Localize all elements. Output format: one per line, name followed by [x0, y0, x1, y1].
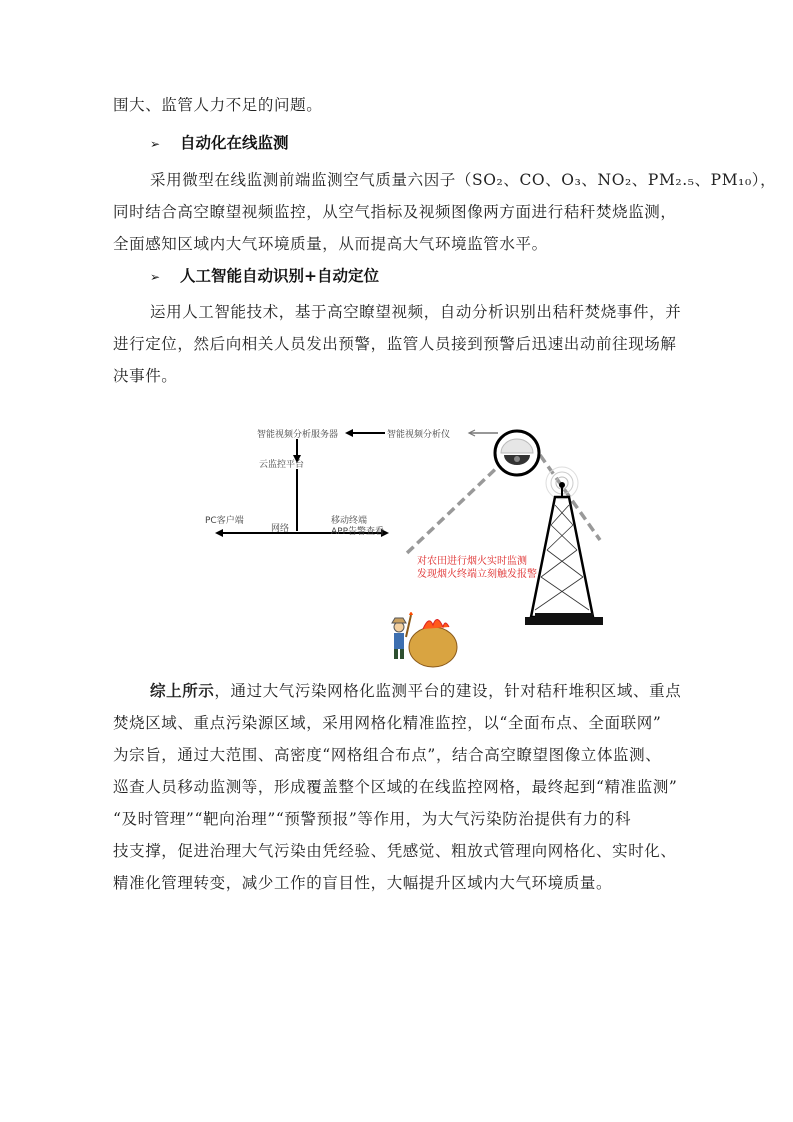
- summary-line: 技支撑，促进治理大气污染由凭经验、凭感觉、粗放式管理向网格化、实时化、: [113, 842, 677, 860]
- summary-line: 焚烧区域、重点污染源区域，采用网格化精准监控，以“全面布点、全面联网”: [113, 714, 662, 732]
- section-heading-auto-monitoring: [150, 133, 289, 154]
- summary-line: 为宗旨，通过大范围、高密度“网格组合布点”，结合高空瞭望图像立体监测、: [113, 746, 662, 764]
- section-heading-ai-recognition: [150, 266, 379, 287]
- label-pc-client: PC客户端: [205, 516, 244, 526]
- label-alert-line1: 对农田进行烟火实时监测: [417, 556, 527, 567]
- summary-line: 精准化管理转变，减少工作的盲目性，大幅提升区域内大气环境质量。: [113, 874, 613, 892]
- summary-lead: 综上所示: [150, 682, 215, 700]
- paragraph-line: 运用人工智能技术，基于高空瞭望视频，自动分析识别出秸秆焚烧事件，并: [150, 303, 682, 321]
- paragraph-line: 进行定位，然后向相关人员发出预警，监管人员接到预警后迅速出动前往现场解: [113, 335, 677, 353]
- paragraph-line: 采用微型在线监测前端监测空气质量六因子（SO₂、CO、O₃、NO₂、PM₂.₅、PM₁₀），: [150, 171, 777, 189]
- summary-text: ，通过大气污染网格化监测平台的建设，针对秸秆堆积区域、重点: [214, 682, 682, 700]
- heading-text: 自动化在线监测: [180, 134, 289, 152]
- label-mobile-terminal: 移动终端: [331, 516, 368, 526]
- paragraph-line: 决事件。: [113, 367, 178, 385]
- arrow-bullet-icon: ➢: [150, 270, 161, 284]
- summary-line: [150, 681, 690, 701]
- paragraph-line: 全面感知区域内大气环境质量，从而提高大气环境监管水平。: [113, 235, 548, 253]
- paragraph-line: 同时结合高空瞭望视频监控，从空气指标及视频图像两方面进行秸秆焚烧监测，: [113, 203, 677, 221]
- heading-text: 人工智能自动识别+自动定位: [180, 267, 379, 285]
- label-network: 网络: [271, 524, 290, 534]
- label-alert-line2: 发现烟火终端立刻触发报警: [417, 569, 537, 580]
- label-cloud-platform: 云监控平台: [259, 460, 305, 470]
- label-video-analysis-server: 智能视频分析服务器: [257, 430, 339, 440]
- summary-line: “及时管理”“靶向治理”“预警预报”等作用，为大气污染防治提供有力的科: [113, 810, 632, 828]
- farmer-burning-straw-icon: [392, 612, 457, 667]
- diagram-graphics: [195, 405, 625, 670]
- monitoring-system-diagram: [195, 405, 625, 670]
- label-video-analyzer: 智能视频分析仪: [387, 430, 451, 440]
- summary-line: 巡查人员移动监测等，形成覆盖整个区域的在线监控网格，最终起到“精准监测”: [113, 778, 678, 796]
- intro-line: 围大、监管人力不足的问题。: [113, 96, 323, 114]
- label-app-alert: APP告警查看: [331, 527, 385, 537]
- arrow-bullet-icon: ➢: [150, 137, 161, 151]
